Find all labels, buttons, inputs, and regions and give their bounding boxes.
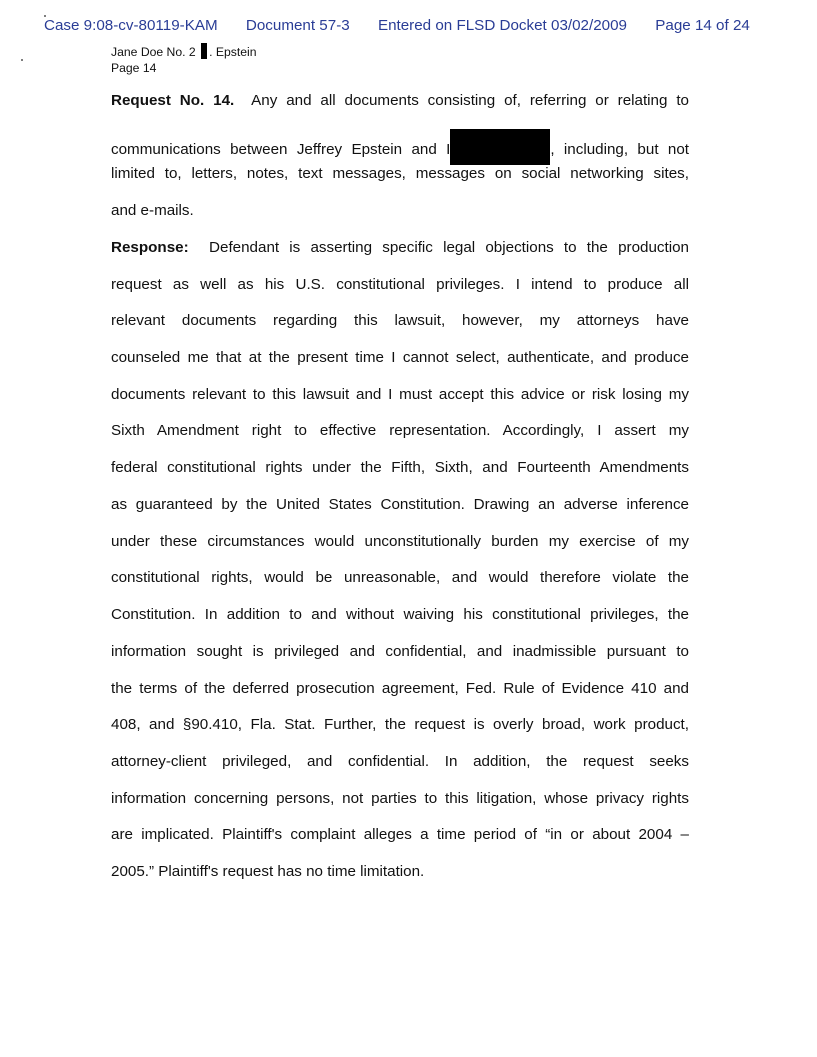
request-line: and e-mails. [111, 202, 194, 219]
redacted-name-initial: I [446, 141, 451, 158]
request-label: Request No. 14. [111, 92, 235, 109]
response-line: documents relevant to this lawsuit and I must accept this advice or risk losing my [111, 386, 689, 403]
response-line: constitutional rights, would be unreasonable, and would therefore violate the [111, 569, 689, 586]
response-label: Response: [111, 239, 189, 256]
case-parties: Jane Doe No. 2 . Epstein [111, 45, 257, 59]
response-line: attorney-client privileged, and confidential. In addition, the request seeks [111, 753, 689, 770]
document-caption [111, 43, 257, 76]
response-line: 408, and §90.410, Fla. Stat. Further, the request is overly broad, work product, [111, 716, 689, 733]
request-line: Request No. 14. Any and all documents consisting of, referring or relating to [111, 92, 689, 109]
response-line: 2005.” Plaintiff's request has no time limitation. [111, 863, 425, 880]
request-line: communications between Jeffrey Epstein and I , including, but not [111, 129, 689, 165]
response-line: federal constitutional rights under the Fifth, Sixth, and Fourteenth Amendments [111, 459, 689, 476]
response-line: are implicated. Plaintiff's complaint alleges a time period of “in or about 2004 – [111, 826, 689, 843]
scan-speck [44, 15, 46, 17]
document-number: Document 57-3 [245, 17, 350, 34]
docket-entry: Entered on FLSD Docket 03/02/2009 [377, 17, 628, 34]
redaction-bar [201, 43, 207, 59]
request-line: limited to, letters, notes, text messages, messages on social networking sites, [111, 165, 689, 182]
response-line: the terms of the deferred prosecution agreement, Fed. Rule of Evidence 410 and [111, 680, 689, 697]
response-line: under these circumstances would unconstitutionally burden my exercise of my [111, 533, 689, 550]
caption-page: Page 14 [111, 60, 157, 75]
response-line: Response: Defendant is asserting specific legal objections to the production [111, 239, 689, 256]
redaction-bar [450, 129, 550, 165]
response-line: Constitution. In addition to and without waiving his constitutional privileges, the [111, 606, 689, 623]
case-header [44, 17, 750, 34]
case-number: Case 9:08-cv-80119-KAM [44, 17, 218, 34]
response-line: as guaranteed by the United States Constitution. Drawing an adverse inference [111, 496, 689, 513]
response-line: Sixth Amendment right to effective representation. Accordingly, I assert my [111, 422, 689, 439]
response-line: counseled me that at the present time I cannot select, authenticate, and produce [111, 349, 689, 366]
response-line: request as well as his U.S. constitutional privileges. I intend to produce all [111, 276, 689, 293]
response-line: information sought is privileged and confidential, and inadmissible pursuant to [111, 643, 689, 660]
response-line: information concerning persons, not parties to this litigation, whose privacy rights [111, 790, 689, 807]
page-count: Page 14 of 24 [655, 17, 750, 34]
scan-speck [21, 59, 23, 61]
response-line: relevant documents regarding this lawsuit, however, my attorneys have [111, 312, 689, 329]
